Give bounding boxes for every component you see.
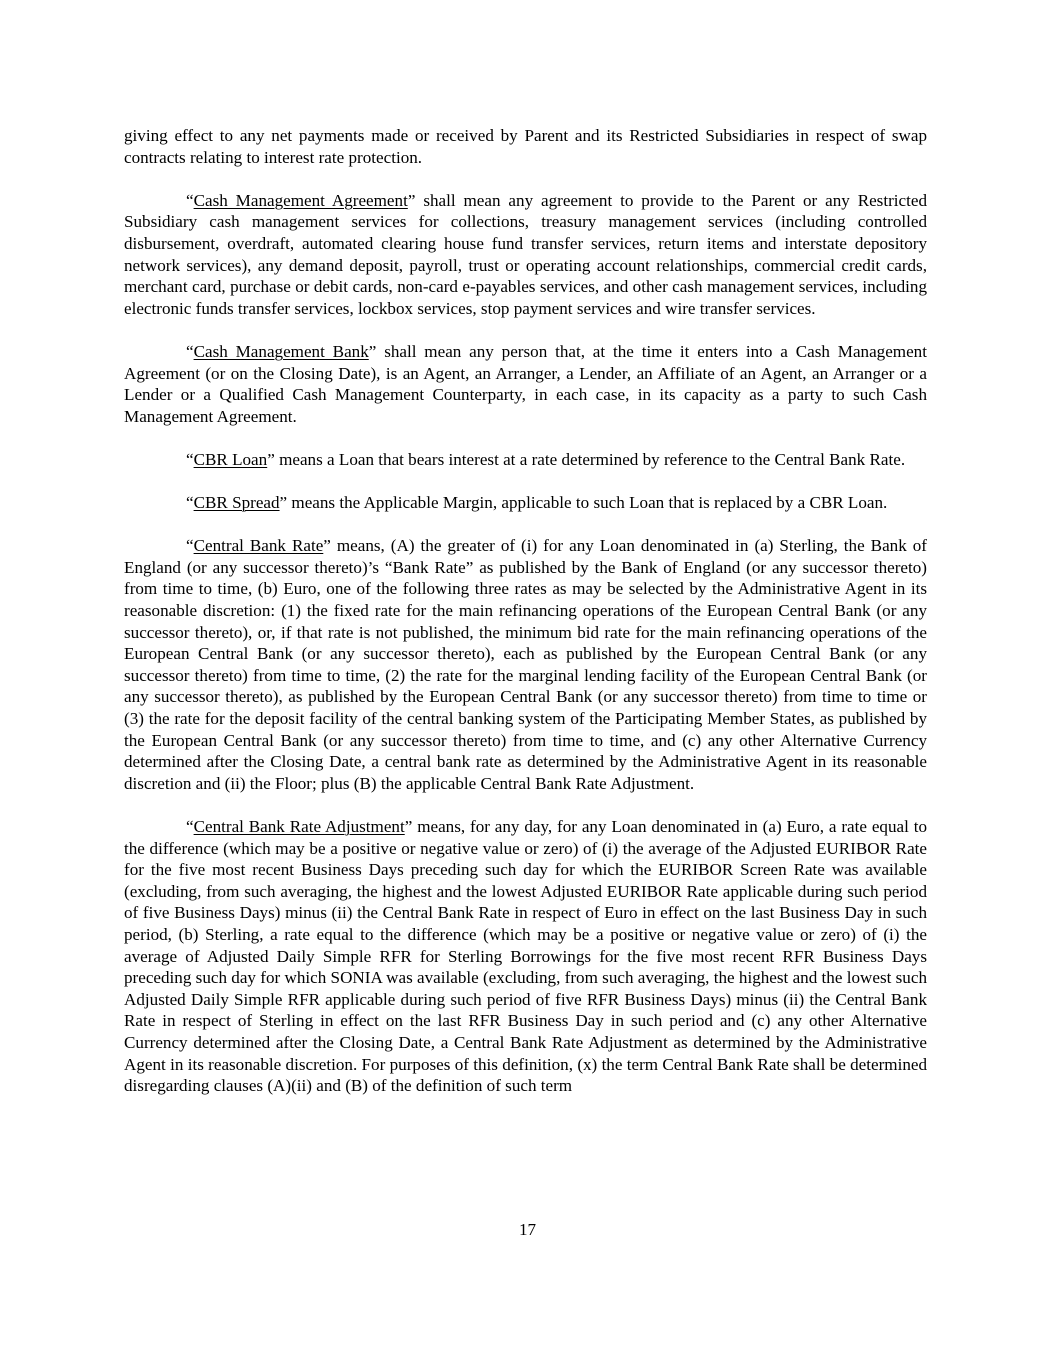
close-quote: ” [404, 817, 413, 836]
page-number: 17 [518, 1220, 537, 1239]
continuation-paragraph [124, 125, 927, 168]
document-page [124, 125, 927, 1097]
definition-body: shall mean any person that, at the time it enters into a Cash Management Agreement (or on the Closing Date), is an Agent, an Arranger, a Lender, an Affiliate of an Agent, an Arranger or a Lender or a Qualified Cash Management Counterparty, in each case, in its capacity as a party to such Cash Management Agreement. [124, 341, 927, 426]
defined-term: Central Bank Rate Adjustment [193, 817, 405, 836]
definition-body: shall mean any agreement to provide to the Parent or any Restricted Subsidiary cash management services for collections, treasury management services (including controlled disbursement, overdraft, automated clearing house fund transfer services, return items and interstate depository network services), any demand deposit, payroll, trust or operating account relationships, commercial credit cards, merchant card, purchase or debit cards, non-card e-payables services, and other cash management services, including electronic funds transfer services, lockbox services, stop payment services and wire transfer services. [124, 190, 928, 318]
definition-cbr-spread [124, 492, 927, 514]
definition-central-bank-rate [124, 535, 927, 794]
definition-central-bank-rate-adjustment [124, 816, 927, 1097]
close-quote: ” [368, 341, 377, 361]
definition-body: means, (A) the greater of (i) for any Loan denominated in (a) Sterling, the Bank of England (or any successor thereto)’s “Bank Rate” as published by the Bank of England (or any successor thereto) from time to time, (b) Euro, one of the following three rates as may be selected by the Administrative Agent in its reasonable discretion: (1) the fixed rate for the main refinancing operations of the European Central Bank (or any successor thereto), or, if that rate is not published, the minimum bid rate for the main refinancing operations of the European Central Bank (or any successor thereto), each as published by the European Central Bank (or any successor thereto) from time to time, (2) the rate for the marginal lending facility of the European Central Bank (or any successor thereto), as published by the European Central Bank (or any successor thereto) from time to time or (3) the rate for the deposit facility of the central banking system of the Participating Member States, as published by the European Central Bank (or any successor thereto) from time to time, and (c) any other Alternative Currency determined after the Closing Date, a central bank rate as determined by the Administrative Agent in its reasonable discretion and (ii) the Floor; plus (B) the applicable Central Bank Rate Adjustment. [124, 536, 927, 793]
defined-term: CBR Spread [193, 493, 280, 513]
definition-body: means the Applicable Margin, applicable to such Loan that is replaced by a CBR Loan. [287, 493, 888, 513]
open-quote: “ [186, 817, 194, 836]
continuation-text: giving effect to any net payments made or received by Parent and its Restricted Subsidiaries in respect of swap contracts relating to interest rate protection. [124, 126, 927, 167]
close-quote: ” [267, 449, 275, 469]
defined-term: CBR Loan [193, 449, 268, 469]
definition-body: means a Loan that bears interest at a rate determined by reference to the Central Bank Rate. [274, 449, 906, 469]
open-quote: “ [186, 341, 194, 361]
definition-cash-management-bank [124, 341, 927, 427]
open-quote: “ [186, 190, 194, 210]
defined-term: Cash Management Agreement [193, 190, 408, 210]
definition-cbr-loan [124, 449, 927, 471]
definition-body: means, for any day, for any Loan denominated in (a) Euro, a rate equal to the difference (which may be a positive or negative value or zero) of (i) the average of the Adjusted EURIBOR Rate for the five most recent Business Days preceding such day for which the EURIBOR Screen Rate was available (excluding, from such averaging, the highest and the lowest Adjusted EURIBOR Rate applicable during such period of five Business Days) minus (ii) the Central Bank Rate in respect of Euro in effect on the last Business Day in such period, (b) Sterling, a rate equal to the difference (which may be a positive or negative value or zero) of (i) the average of Adjusted Daily Simple RFR for Sterling Borrowings for the five most recent RFR Business Days preceding such day for which SONIA was available (excluding, from such averaging, the highest and the lowest such Adjusted Daily Simple RFR applicable during such period of five RFR Business Days) minus (ii) the Central Bank Rate in respect of Sterling in effect on the last RFR Business Day in such period and (c) any other Alternative Currency determined after the Closing Date, a Central Bank Rate Adjustment as determined by the Administrative Agent in its reasonable discretion. For purposes of this definition, (x) the term Central Bank Rate shall be determined disregarding clauses (A)(ii) and (B) of the definition of such term [124, 817, 927, 1096]
close-quote: ” [323, 536, 331, 556]
open-quote: “ [186, 493, 194, 513]
definition-cash-management-agreement [124, 190, 927, 320]
defined-term: Central Bank Rate [193, 536, 324, 556]
close-quote: ” [407, 190, 416, 210]
close-quote: ” [279, 493, 288, 513]
open-quote: “ [186, 449, 194, 469]
defined-term: Cash Management Bank [193, 341, 369, 361]
open-quote: “ [186, 536, 194, 556]
